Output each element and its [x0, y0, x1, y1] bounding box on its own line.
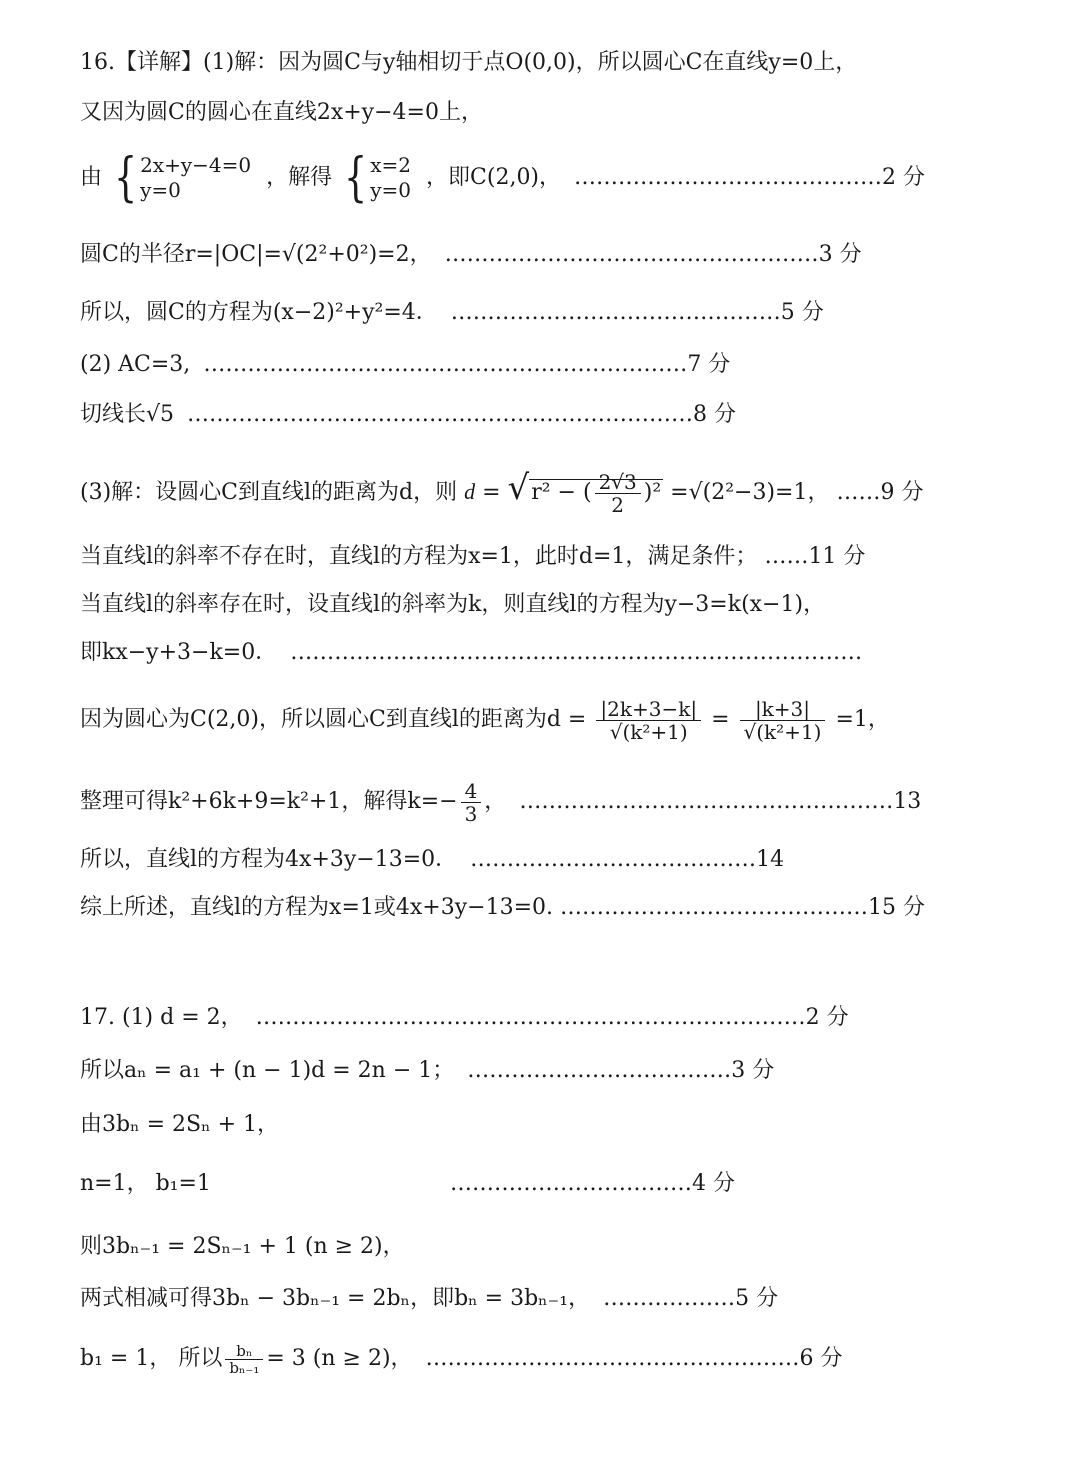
p17-score-3: ………………………………3 分: [467, 1058, 775, 1083]
p16-line-13: [80, 772, 980, 832]
p16-distance-frac-1: [596, 698, 701, 743]
p16-solve-frac: [461, 780, 482, 825]
p17-b1-value: n=1， b₁=1: [80, 1171, 211, 1196]
p16-part3-root-b: )²: [643, 480, 662, 505]
p16-system2-eq2: y=0: [370, 178, 412, 202]
p16-part2-text: (2) AC=3,: [80, 352, 191, 377]
p16-slope-exists: 当直线l的斜率存在时，设直线l的斜率为k，则直线l的方程为y−3=k(x−1)，: [80, 592, 826, 617]
left-brace-icon: {: [113, 148, 138, 208]
p16-solve-num: 4: [461, 780, 482, 803]
p16-system-1: [140, 153, 251, 203]
p16-line-14: [80, 845, 980, 875]
p16-part3-post: =√(2²−3)=1，: [670, 480, 830, 505]
p16-system-2: [370, 153, 411, 203]
p17-score-5: ………………5 分: [603, 1286, 779, 1311]
p16-distance-post: =1，: [835, 707, 890, 732]
p17-line-5: [80, 1232, 980, 1262]
p17-score-4: ……………………………4 分: [450, 1171, 735, 1196]
p16-part3-pre: (3)解：设圆心C到直线l的距离为d，则: [80, 480, 458, 505]
p16-conclusion: 综上所述，直线l的方程为x=1或4x+3y−13=0.: [80, 895, 553, 920]
p16-frac2-den: √(k²+1): [743, 719, 822, 744]
p16-line2-text: 又因为圆C的圆心在直线2x+y−4=0上，: [80, 100, 483, 125]
p16-tangent-length: 切线长√5: [80, 402, 175, 427]
p16-line-12: [80, 690, 980, 750]
p16-line-9: [80, 542, 980, 572]
p16-line-15: [80, 893, 980, 923]
p17-line-1: [80, 1003, 980, 1033]
p16-line-8: (3)解：设圆心C到直线l的距离为d，则 d = √r² − ( $\frac{2√3}{2}$ )² =√(2²−3)=1， ……9 分: [80, 468, 924, 517]
p16-score-15: ……………………………………15 分: [560, 895, 925, 920]
p16-frac2-num: |k+3|: [740, 698, 826, 721]
p16-distance-pre: 因为圆心为C(2,0)，所以圆心C到直线l的距离为d =: [80, 707, 587, 732]
p17-ratio-post: = 3 (n ≥ 2)，: [266, 1346, 413, 1371]
p16-part3-frac-num: 2√3: [595, 471, 641, 494]
p17-ratio-den: bₙ₋₁: [229, 1358, 260, 1377]
sqrt-icon: √: [507, 468, 530, 508]
p16-part3-radicand: [529, 469, 663, 517]
p16-score-13: ……………………………………………13: [519, 789, 922, 814]
p17-subtraction: 两式相减可得3bₙ − 3bₙ₋₁ = 2bₙ，即bₙ = 3bₙ₋₁，: [80, 1286, 591, 1311]
left-brace-icon: {: [344, 148, 368, 208]
p16-radius-text: 圆C的半径r=|OC|=√(2²+0²)=2，: [80, 242, 432, 267]
p17-ratio-frac: [225, 1343, 263, 1376]
p16-score-3: ……………………………………………3 分: [444, 242, 862, 267]
p16-system1-eq1: 2x+y−4=0: [140, 153, 252, 177]
p16-slope-undefined: 当直线l的斜率不存在时，直线l的方程为x=1，此时d=1，满足条件；: [80, 544, 758, 569]
p16-score-7: …………………………………………………………7 分: [203, 352, 731, 377]
p16-score-14: …………………………………14: [470, 847, 785, 872]
p17-line-6: [80, 1284, 980, 1314]
p16-system-post: ，即C(2,0)，: [426, 165, 562, 190]
p16-circle-equation: 所以，圆C的方程为(x−2)²+y²=4．: [80, 300, 438, 325]
p16-part3-frac-den: 2: [611, 492, 625, 517]
p17-score-2: …………………………………………………………………2 分: [255, 1005, 849, 1030]
p17-bn-minus-1-relation: 则3bₙ₋₁ = 2Sₙ₋₁ + 1 (n ≥ 2)，: [80, 1234, 405, 1259]
p16-line-10: [80, 590, 980, 620]
p16-score-8: ……………………………………………………………8 分: [187, 402, 737, 427]
p16-part3-root-a: r² − (: [531, 480, 592, 505]
p16-frac1-num: |2k+3−k|: [596, 698, 701, 721]
p16-system-pre: 由: [80, 165, 103, 190]
p16-line-7: [80, 400, 980, 430]
p17-bn-relation: 由3bₙ = 2Sₙ + 1，: [80, 1112, 280, 1137]
p16-score-9: ……9 分: [836, 480, 924, 505]
p17-an-formula: 所以aₙ = a₁ + (n − 1)d = 2n − 1；: [80, 1058, 455, 1083]
p16-line-1: [80, 48, 980, 78]
p16-intro-text: 16.【详解】(1)解：因为圆C与y轴相切于点O(0,0)，所以圆心C在直线y=0上，: [80, 50, 858, 75]
p16-frac1-den: √(k²+1): [609, 719, 688, 744]
p17-line-4: [80, 1169, 980, 1199]
p16-line-11: [80, 638, 980, 668]
p17-line-3: [80, 1110, 980, 1140]
p16-solve-pre: 整理可得k²+6k+9=k²+1，解得k=−: [80, 789, 458, 814]
p16-score-5: ………………………………………5 分: [450, 300, 824, 325]
p16-line-6: [80, 350, 980, 380]
p16-line-5: [80, 298, 980, 328]
p16-system2-eq1: x=2: [370, 153, 412, 177]
p16-part3-frac: [595, 471, 641, 516]
p16-line-3: [80, 148, 980, 208]
p16-solve-post: ，: [484, 789, 507, 814]
p17-score-6: ……………………………………………6 分: [425, 1346, 843, 1371]
p16-part3-d: d: [464, 479, 476, 504]
p16-line-equation: 所以，直线l的方程为4x+3y−13=0．: [80, 847, 458, 872]
p16-score-11: ……11 分: [764, 544, 866, 569]
p16-solve-den: 3: [464, 801, 478, 826]
p16-line-general-form: 即kx−y+3−k=0．: [80, 640, 278, 665]
p17-part1-d: 17. (1) d = 2，: [80, 1005, 243, 1030]
p16-line-4: [80, 240, 980, 270]
p16-distance-frac-2: [740, 698, 826, 743]
p16-line-2: [80, 98, 980, 128]
p17-ratio-num: bₙ: [225, 1343, 263, 1360]
p17-ratio-pre: b₁ = 1， 所以: [80, 1346, 223, 1371]
p16-system1-eq2: y=0: [140, 178, 181, 202]
p16-distance-eq: =: [711, 707, 730, 732]
p16-system-mid: ，解得: [266, 165, 333, 190]
p17-line-7: [80, 1334, 980, 1384]
p17-line-2: [80, 1056, 980, 1086]
p16-dots-11: ……………………………………………………………………: [290, 640, 863, 665]
p16-score-2: ……………………………………2 分: [574, 165, 926, 190]
